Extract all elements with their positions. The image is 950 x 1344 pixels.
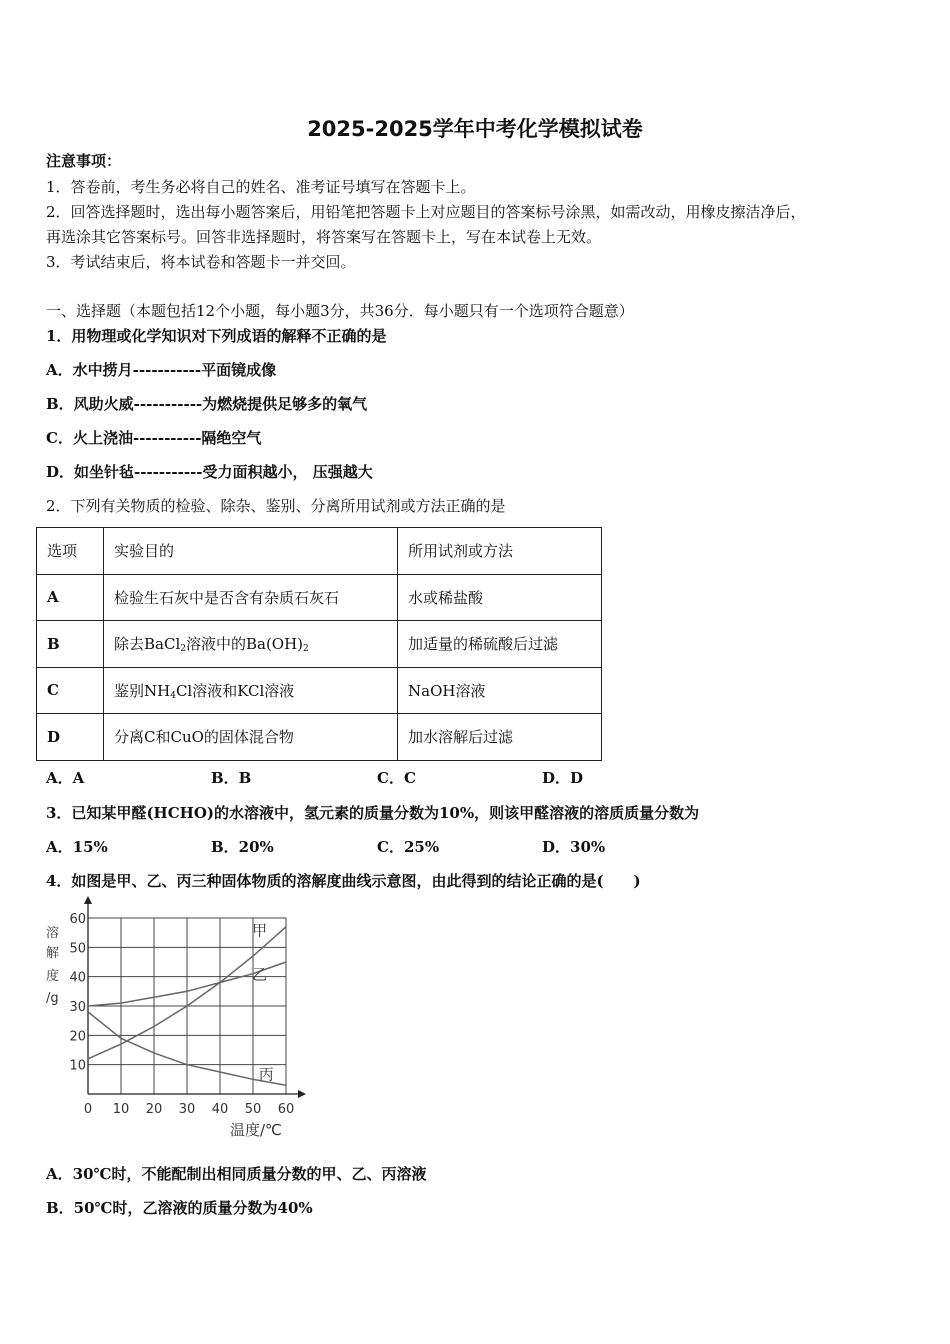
q1-option-a: A．水中捞月-----------平面镜成像	[46, 361, 277, 379]
x-axis-label: 温度/℃	[230, 1121, 282, 1139]
formula-subscript: 2	[180, 644, 186, 655]
y-tick-label: 60	[69, 912, 86, 927]
section-heading: 一、选择题（本题包括12个小题，每小题3分，共36分．每小题只有一个选项符合题意）	[46, 302, 634, 320]
table-cell-option: C	[37, 667, 104, 714]
y-tick-label: 20	[69, 1029, 86, 1045]
y-tick-label: 30	[69, 1000, 86, 1015]
table-row	[37, 714, 602, 761]
table-cell-method: 加水溶解后过滤	[398, 714, 602, 761]
x-axis-arrow	[298, 1090, 306, 1098]
q1-option-b: B．风助火威-----------为燃烧提供足够多的氧气	[46, 395, 368, 413]
q4-option-b: B．50℃时，乙溶液的质量分数为40%	[46, 1199, 313, 1217]
x-tick-label: 50	[244, 1102, 262, 1117]
table-row	[37, 621, 602, 668]
q2-table	[36, 527, 602, 761]
notice-item: 3．考试结束后，将本试卷和答题卡一并交回。	[46, 253, 356, 271]
solubility-chart	[40, 895, 310, 1145]
y-tick-label: 10	[69, 1058, 86, 1074]
formula-subscript: 4	[170, 690, 176, 701]
notice-heading: 注意事项：	[46, 152, 122, 170]
x-tick-label: 0	[83, 1102, 93, 1117]
notice-item: 2．回答选择题时，选出每小题答案后，用铅笔把答题卡上对应题目的答案标号涂黑，如需改动，用橡皮擦洁净后，	[46, 203, 806, 221]
table-header: 所用试剂或方法	[398, 528, 602, 575]
q2-stem: 2．下列有关物质的检验、除杂、鉴别、分离所用试剂或方法正确的是	[46, 497, 506, 515]
x-tick-label: 10	[112, 1102, 130, 1117]
y-axis-label-char: 溶	[46, 926, 60, 941]
q2-option-c: C．C	[377, 769, 416, 787]
formula-subscript: 2	[303, 644, 309, 655]
chart-ticks	[69, 912, 294, 1117]
table-row	[37, 574, 602, 621]
table-cell-method: NaOH溶液	[398, 667, 602, 714]
table-cell-option: B	[37, 621, 104, 668]
series-label: 丙	[258, 1065, 274, 1084]
q2-option-b: B．B	[211, 769, 252, 787]
q4-option-a: A．30℃时，不能配制出相同质量分数的甲、乙、丙溶液	[46, 1165, 427, 1183]
q3-option-a: A．15%	[46, 838, 108, 856]
table-cell-purpose: 分离C和CuO的固体混合物	[104, 714, 398, 761]
table-cell-option: A	[37, 574, 104, 621]
formula-part: 除去BaCl	[114, 635, 181, 654]
table-cell-method: 加适量的稀硫酸后过滤	[398, 621, 602, 668]
table-cell-option: D	[37, 714, 104, 761]
table-header-row	[37, 528, 602, 575]
table-cell-purpose	[104, 667, 398, 714]
table-header: 选项	[37, 528, 104, 575]
y-axis-label-char: 解	[46, 946, 60, 961]
formula-part: 鉴别NH	[114, 681, 171, 700]
q2-option-a: A．A	[46, 769, 85, 787]
q3-stem: 3．已知某甲醛(HCHO)的水溶液中，氢元素的质量分数为10%，则该甲醛溶液的溶质质量分数为	[46, 804, 700, 822]
q2-option-d: D．D	[542, 769, 584, 787]
notice-item: 1．答卷前，考生务必将自己的姓名、准考证号填写在答题卡上。	[46, 178, 476, 196]
y-tick-label: 50	[69, 941, 86, 957]
y-axis-arrow	[84, 896, 92, 904]
table-row	[37, 667, 602, 714]
q1-stem: 1．用物理或化学知识对下列成语的解释不正确的是	[46, 327, 387, 345]
table-header: 实验目的	[104, 528, 398, 575]
notice-item: 再选涂其它答案标号。回答非选择题时，将答案写在答题卡上，写在本试卷上无效。	[46, 228, 602, 246]
series-label: 甲	[252, 921, 268, 940]
q4-stem: 4．如图是甲、乙、丙三种固体物质的溶解度曲线示意图，由此得到的结论正确的是( )	[46, 872, 641, 890]
q3-option-c: C．25%	[377, 838, 440, 856]
formula-part: 溶液中的Ba(OH)	[185, 635, 304, 654]
y-axis-label-char: 度	[46, 969, 60, 984]
x-tick-label: 40	[211, 1102, 229, 1117]
x-tick-label: 60	[277, 1102, 295, 1117]
table-cell-purpose	[104, 621, 398, 668]
table-cell-method: 水或稀盐酸	[398, 574, 602, 621]
q3-option-d: D．30%	[542, 838, 606, 856]
y-axis-label-char: /g	[46, 991, 59, 1006]
y-tick-label: 40	[69, 970, 86, 986]
x-tick-label: 30	[178, 1102, 196, 1117]
q1-option-c: C．火上浇油-----------隔绝空气	[46, 429, 262, 447]
page-title: 2025-2025学年中考化学模拟试卷	[307, 117, 643, 141]
q3-option-b: B．20%	[211, 838, 274, 856]
series-label: 乙	[252, 965, 268, 984]
q1-option-d: D．如坐针毡-----------受力面积越小， 压强越大	[46, 463, 373, 481]
table-cell-purpose: 检验生石灰中是否含有杂质石灰石	[104, 574, 398, 621]
x-tick-label: 20	[145, 1102, 163, 1117]
formula-part: Cl溶液和KCl溶液	[175, 681, 295, 700]
